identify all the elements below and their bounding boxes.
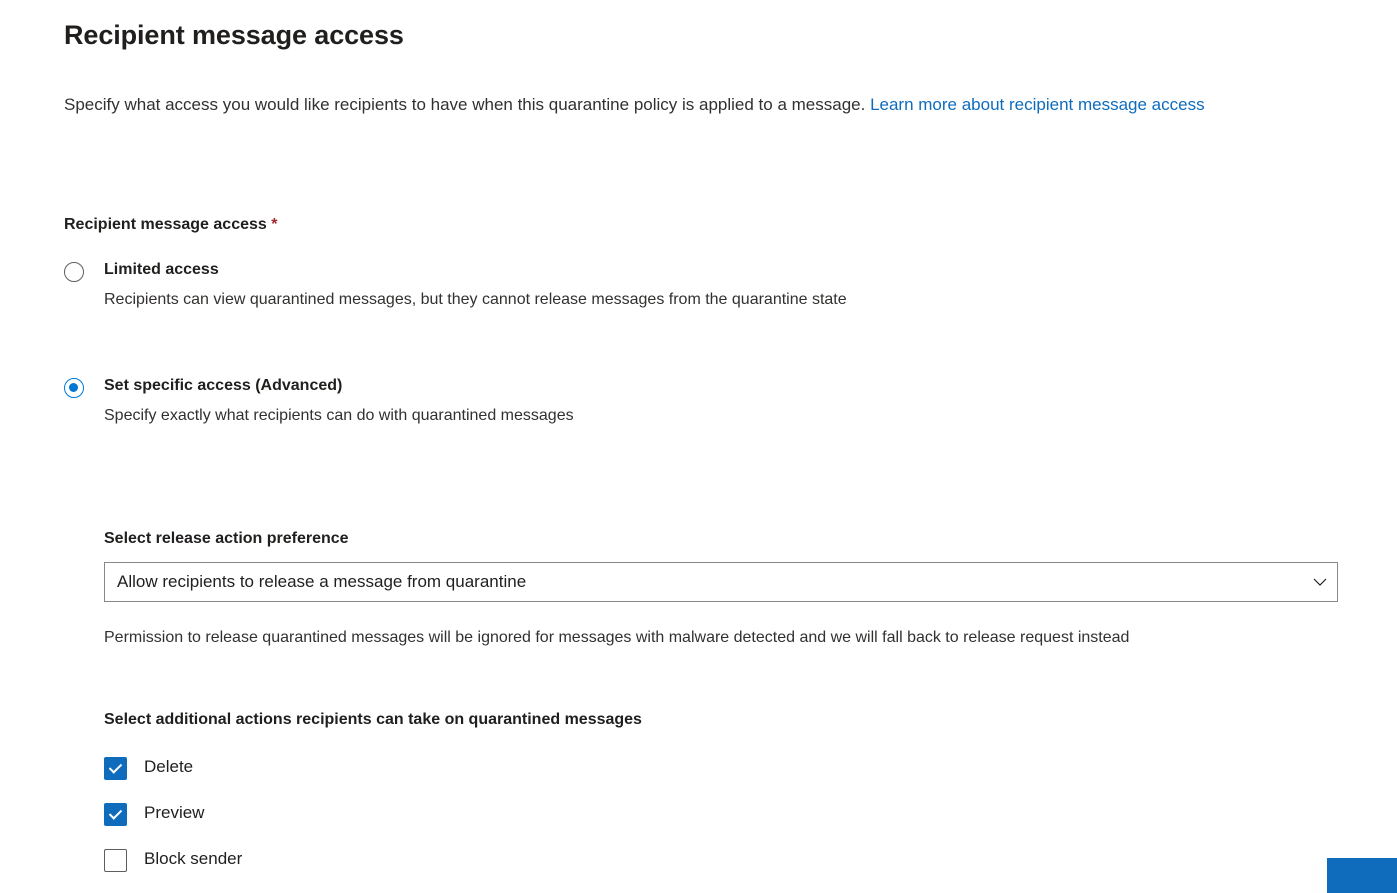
release-preference-label: Select release action preference bbox=[104, 530, 349, 547]
radio-set-specific-access-title: Set specific access (Advanced) bbox=[104, 377, 343, 394]
recipient-access-label-text: Recipient message access bbox=[64, 216, 267, 233]
release-action-preference-dropdown[interactable] bbox=[104, 562, 1338, 602]
page-title: Recipient message access bbox=[64, 20, 404, 50]
additional-actions-label: Select additional actions recipients can take on quarantined messages bbox=[104, 711, 642, 728]
learn-more-link[interactable]: Learn more about recipient message access bbox=[870, 95, 1205, 114]
radio-limited-access-title: Limited access bbox=[104, 261, 219, 278]
required-indicator: * bbox=[271, 216, 278, 233]
checkbox-preview-label: Preview bbox=[144, 803, 205, 822]
checkbox-block-sender-label: Block sender bbox=[144, 849, 243, 868]
checkbox-preview-icon[interactable] bbox=[104, 803, 127, 826]
radio-limited-access-icon[interactable] bbox=[64, 262, 84, 282]
intro-paragraph bbox=[64, 90, 1339, 119]
recipient-access-label bbox=[64, 216, 277, 234]
checkbox-delete-icon[interactable] bbox=[104, 757, 127, 780]
release-action-preference-value: Allow recipients to release a message from quarantine bbox=[117, 572, 527, 591]
radio-set-specific-access-icon[interactable] bbox=[64, 378, 84, 398]
checkbox-block-sender-icon[interactable] bbox=[104, 849, 127, 872]
radio-set-specific-access-description: Specify exactly what recipients can do with quarantined messages bbox=[104, 407, 574, 424]
chevron-down-icon[interactable] bbox=[1303, 574, 1337, 590]
intro-text: Specify what access you would like recipients to have when this quarantine policy is applied to a message. bbox=[64, 95, 871, 114]
primary-action-button[interactable] bbox=[1327, 858, 1397, 893]
release-preference-hint: Permission to release quarantined messages will be ignored for messages with malware detected and we will fall back to release request instead bbox=[104, 629, 1130, 646]
radio-limited-access-description: Recipients can view quarantined messages, but they cannot release messages from the quarantine state bbox=[104, 291, 847, 308]
checkbox-delete-label: Delete bbox=[144, 757, 194, 776]
